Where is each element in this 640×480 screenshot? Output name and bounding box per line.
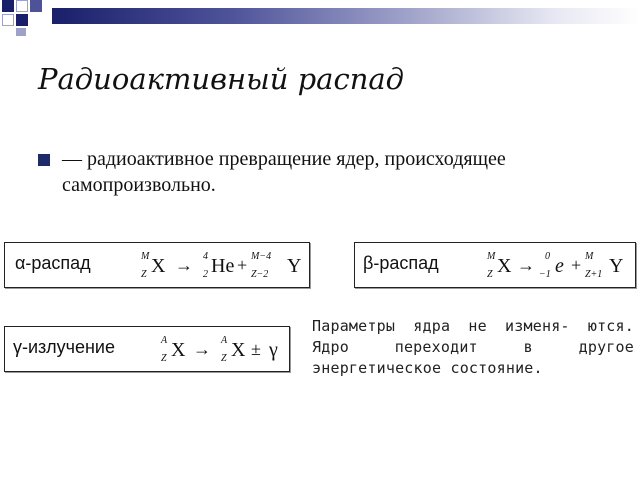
arrow-icon: → xyxy=(175,255,193,275)
parent-charge: Z xyxy=(487,269,493,280)
daughter-mass: M−4 xyxy=(251,251,272,262)
slide-title: Радиоактивный распад xyxy=(38,62,405,96)
beta-decay-box xyxy=(354,242,636,288)
parent-symbol: X xyxy=(151,255,166,277)
alpha-label: α-распад xyxy=(15,253,91,273)
daughter-mass: M xyxy=(585,251,594,262)
emitted-symbol: He xyxy=(211,255,235,277)
beta-equation xyxy=(479,247,631,285)
plus-sign: + xyxy=(237,255,248,275)
parent-mass: M xyxy=(141,251,150,262)
daughter-symbol: Y xyxy=(609,255,624,277)
arrow-icon: → xyxy=(193,339,211,359)
emitted-charge: −1 xyxy=(539,269,551,280)
decor-square xyxy=(2,14,14,26)
plus-sign: + xyxy=(571,255,582,275)
arrow-icon: → xyxy=(517,255,535,275)
daughter-charge: Z+1 xyxy=(585,269,603,280)
beta-label: β-распад xyxy=(363,253,439,273)
emitted-mass: 4 xyxy=(203,251,208,262)
header-gradient-band xyxy=(52,8,640,24)
decor-square xyxy=(16,14,28,26)
header-decoration xyxy=(0,0,640,36)
definition-text: — радиоактивное превращение ядер, происходящее самопроизвольно. xyxy=(62,148,506,196)
plus-minus-sign: ± xyxy=(251,339,261,359)
gamma-radiation-box xyxy=(4,326,290,372)
daughter-mass: A xyxy=(221,335,228,346)
emitted-symbol: γ xyxy=(269,339,278,361)
parent-mass: A xyxy=(161,335,168,346)
parent-symbol: X xyxy=(171,339,186,361)
parent-charge: Z xyxy=(161,353,167,364)
gamma-equation xyxy=(155,331,287,369)
parent-symbol: X xyxy=(497,255,512,277)
daughter-symbol: X xyxy=(231,339,246,361)
decor-square xyxy=(16,28,26,36)
decor-square xyxy=(2,0,14,12)
daughter-charge: Z xyxy=(221,353,227,364)
gamma-label: γ-излучение xyxy=(13,337,115,357)
gamma-note: Параметры ядра не изменя- ются. Ядро переходит в другое энергетическое состояние. xyxy=(312,317,634,377)
emitted-mass: 0 xyxy=(545,251,550,262)
daughter-charge: Z−2 xyxy=(251,269,269,280)
bullet-marker xyxy=(38,154,50,166)
decor-square xyxy=(30,0,42,12)
decor-square xyxy=(16,0,28,12)
emitted-charge: 2 xyxy=(203,269,208,280)
parent-charge: Z xyxy=(141,269,147,280)
alpha-decay-box xyxy=(4,242,310,288)
daughter-symbol: Y xyxy=(287,255,302,277)
parent-mass: M xyxy=(487,251,496,262)
emitted-symbol: e xyxy=(555,255,564,277)
alpha-equation xyxy=(133,247,305,285)
